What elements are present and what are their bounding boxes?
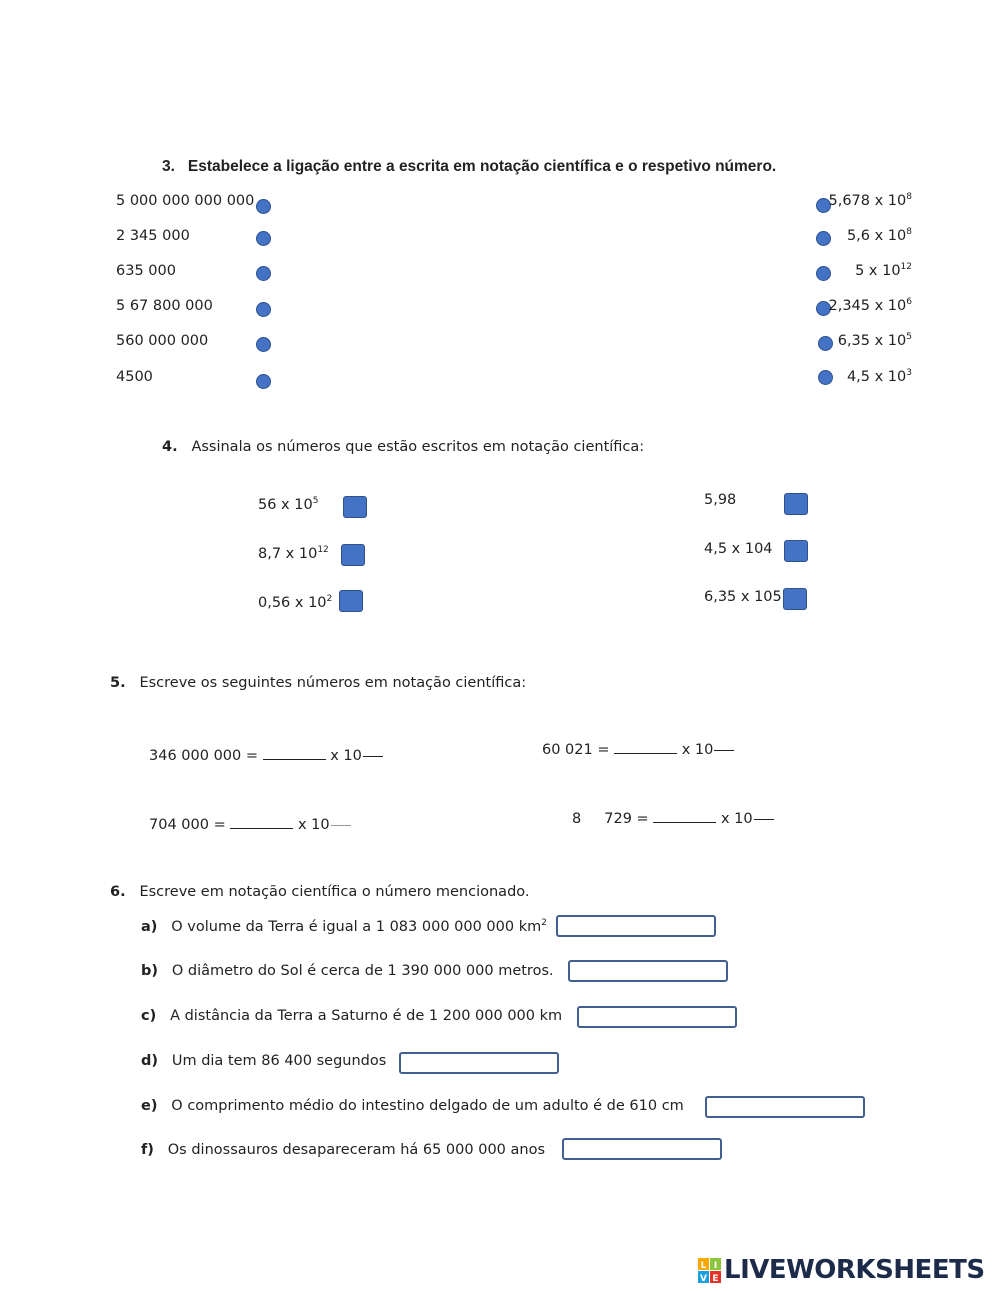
q6-heading: [110, 883, 530, 901]
checkbox-q4-4[interactable]: [784, 493, 808, 515]
q4-left-base: 0,56 x 10: [258, 595, 327, 611]
match-dot-left-2[interactable]: [256, 231, 271, 246]
q5-lhs: 60 021 =: [542, 742, 610, 758]
logo-letter: I: [713, 1261, 718, 1271]
q3-right-base: 4,5 x 10: [846, 369, 907, 385]
q5-blank-mantissa[interactable]: [230, 814, 293, 829]
q4-left-item: [258, 594, 332, 612]
q5-times: x 10: [720, 811, 753, 827]
q4-left-item: [258, 545, 329, 563]
q3-right-item: [820, 192, 912, 210]
q4-left-base: 56 x 10: [258, 497, 313, 513]
logo-letter: E: [712, 1274, 719, 1284]
q6-item-a: [141, 918, 547, 936]
q5-item-4: [572, 808, 774, 828]
q3-left-item: 5 67 800 000: [116, 298, 213, 314]
q6-item-f: [141, 1141, 545, 1159]
q4-right-item: 6,35 x 105: [704, 589, 782, 605]
q3-right-item: [820, 297, 912, 315]
q3-right-base: 5,6 x 10: [846, 228, 907, 244]
match-dot-left-3[interactable]: [256, 266, 271, 281]
q3-instruction: Estabelece a ligação entre a escrita em notação científica e o respetivo número.: [187, 158, 777, 175]
q3-right-item: [820, 227, 912, 245]
q5-blank-mantissa[interactable]: [653, 808, 716, 823]
checkbox-q4-1[interactable]: [343, 496, 367, 518]
q3-right-exp: 8: [906, 192, 912, 202]
q3-left-item: 4500: [116, 369, 153, 385]
q4-left-exp: 5: [312, 496, 319, 506]
q3-right-exp: 5: [906, 332, 912, 342]
answer-box-e[interactable]: [705, 1096, 865, 1118]
q6-text: O diâmetro do Sol é cerca de 1 390 000 000 metros.: [171, 963, 554, 979]
q6-letter: d): [141, 1053, 159, 1069]
q6-letter: f): [141, 1142, 154, 1158]
checkbox-q4-2[interactable]: [341, 544, 365, 566]
answer-box-d[interactable]: [399, 1052, 559, 1074]
checkbox-q4-6[interactable]: [783, 588, 807, 610]
q3-heading: [162, 158, 776, 176]
q5-lhs: 704 000 =: [149, 817, 226, 833]
q6-instruction: Escreve em notação científica o número mencionado.: [139, 884, 530, 900]
q3-left-item: 560 000 000: [116, 333, 209, 349]
q6-letter: e): [141, 1098, 158, 1114]
q5-blank-mantissa[interactable]: [614, 739, 677, 754]
q3-left-item: 5 000 000 000 000: [116, 193, 255, 209]
q4-number: 4.: [162, 439, 178, 455]
q4-left-exp: 2: [326, 594, 333, 604]
q5-item-3: [149, 814, 351, 834]
q3-right-item: [820, 332, 912, 350]
q3-right-item: [820, 368, 912, 386]
q3-right-base: 6,35 x 10: [837, 333, 907, 349]
q3-right-exp: 12: [900, 262, 912, 272]
q6-sup: 2: [541, 918, 547, 928]
q4-heading: [162, 438, 644, 456]
q5-times: x 10: [330, 748, 362, 764]
q4-left-exp: 12: [317, 545, 329, 555]
answer-box-a[interactable]: [556, 915, 716, 937]
q4-right-item: 4,5 x 104: [704, 541, 773, 557]
match-dot-left-5[interactable]: [256, 337, 271, 352]
q5-item-1: [149, 745, 383, 765]
q5-item-2: [542, 739, 734, 759]
q4-right-item: 5,98: [704, 492, 737, 508]
q3-right-exp: 8: [906, 227, 912, 237]
q6-text: A distância da Terra a Saturno é de 1 200 000 000 km: [170, 1008, 563, 1024]
logo-letter: L: [700, 1261, 707, 1271]
q3-right-base: 5,678 x 10: [828, 193, 907, 209]
q6-text: Os dinossauros desapareceram há 65 000 000 anos: [167, 1142, 546, 1158]
match-dot-left-1[interactable]: [256, 199, 271, 214]
q3-right-base: 2,345 x 10: [828, 298, 907, 314]
match-dot-left-6[interactable]: [256, 374, 271, 389]
q6-text: Um dia tem 86 400 segundos: [171, 1053, 387, 1069]
checkbox-q4-3[interactable]: [339, 590, 363, 612]
q5-times: x 10: [297, 817, 330, 833]
liveworksheets-logo-text: LIVEWORKSHEETS: [724, 1255, 985, 1285]
q3-right-exp: 3: [906, 368, 912, 378]
q5-lhs: 8 729 =: [572, 811, 649, 827]
q5-heading: [110, 674, 526, 692]
q5-blank-exponent[interactable]: [714, 750, 734, 751]
q5-blank-mantissa[interactable]: [263, 745, 326, 760]
q4-left-base: 8,7 x 10: [258, 546, 318, 562]
q5-blank-exponent[interactable]: [363, 756, 383, 757]
q6-text: O volume da Terra é igual a 1 083 000 000 000 km: [171, 919, 542, 935]
q3-right-item: [820, 262, 912, 280]
q5-number: 5.: [110, 675, 126, 691]
q6-number: 6.: [110, 884, 126, 900]
q5-blank-exponent[interactable]: [331, 825, 351, 826]
q6-letter: a): [141, 919, 158, 935]
q6-item-b: [141, 962, 554, 980]
liveworksheets-logo-icon: [698, 1256, 722, 1286]
answer-box-b[interactable]: [568, 960, 728, 982]
q6-item-d: [141, 1052, 386, 1070]
checkbox-q4-5[interactable]: [784, 540, 808, 562]
q4-instruction: Assinala os números que estão escritos em notação científica:: [191, 439, 645, 455]
logo-letter: V: [700, 1274, 707, 1284]
q3-right-base: 5 x 10: [855, 263, 901, 279]
q6-letter: b): [141, 963, 159, 979]
q3-number: 3.: [162, 158, 175, 175]
q3-right-exp: 6: [906, 297, 912, 307]
q6-item-e: [141, 1097, 684, 1115]
q6-text: O comprimento médio do intestino delgado de um adulto é de 610 cm: [171, 1098, 684, 1114]
q5-times: x 10: [681, 742, 714, 758]
q3-left-item: 2 345 000: [116, 228, 190, 244]
q5-lhs: 346 000 000 =: [149, 748, 259, 764]
q4-left-item: [258, 496, 318, 514]
answer-box-c[interactable]: [577, 1006, 737, 1028]
q5-instruction: Escreve os seguintes números em notação científica:: [139, 675, 527, 691]
q6-letter: c): [141, 1008, 157, 1024]
q3-left-item: 635 000: [116, 263, 176, 279]
q6-item-c: [141, 1007, 562, 1025]
answer-box-f[interactable]: [562, 1138, 722, 1160]
q5-blank-exponent[interactable]: [754, 819, 774, 820]
match-dot-left-4[interactable]: [256, 302, 271, 317]
